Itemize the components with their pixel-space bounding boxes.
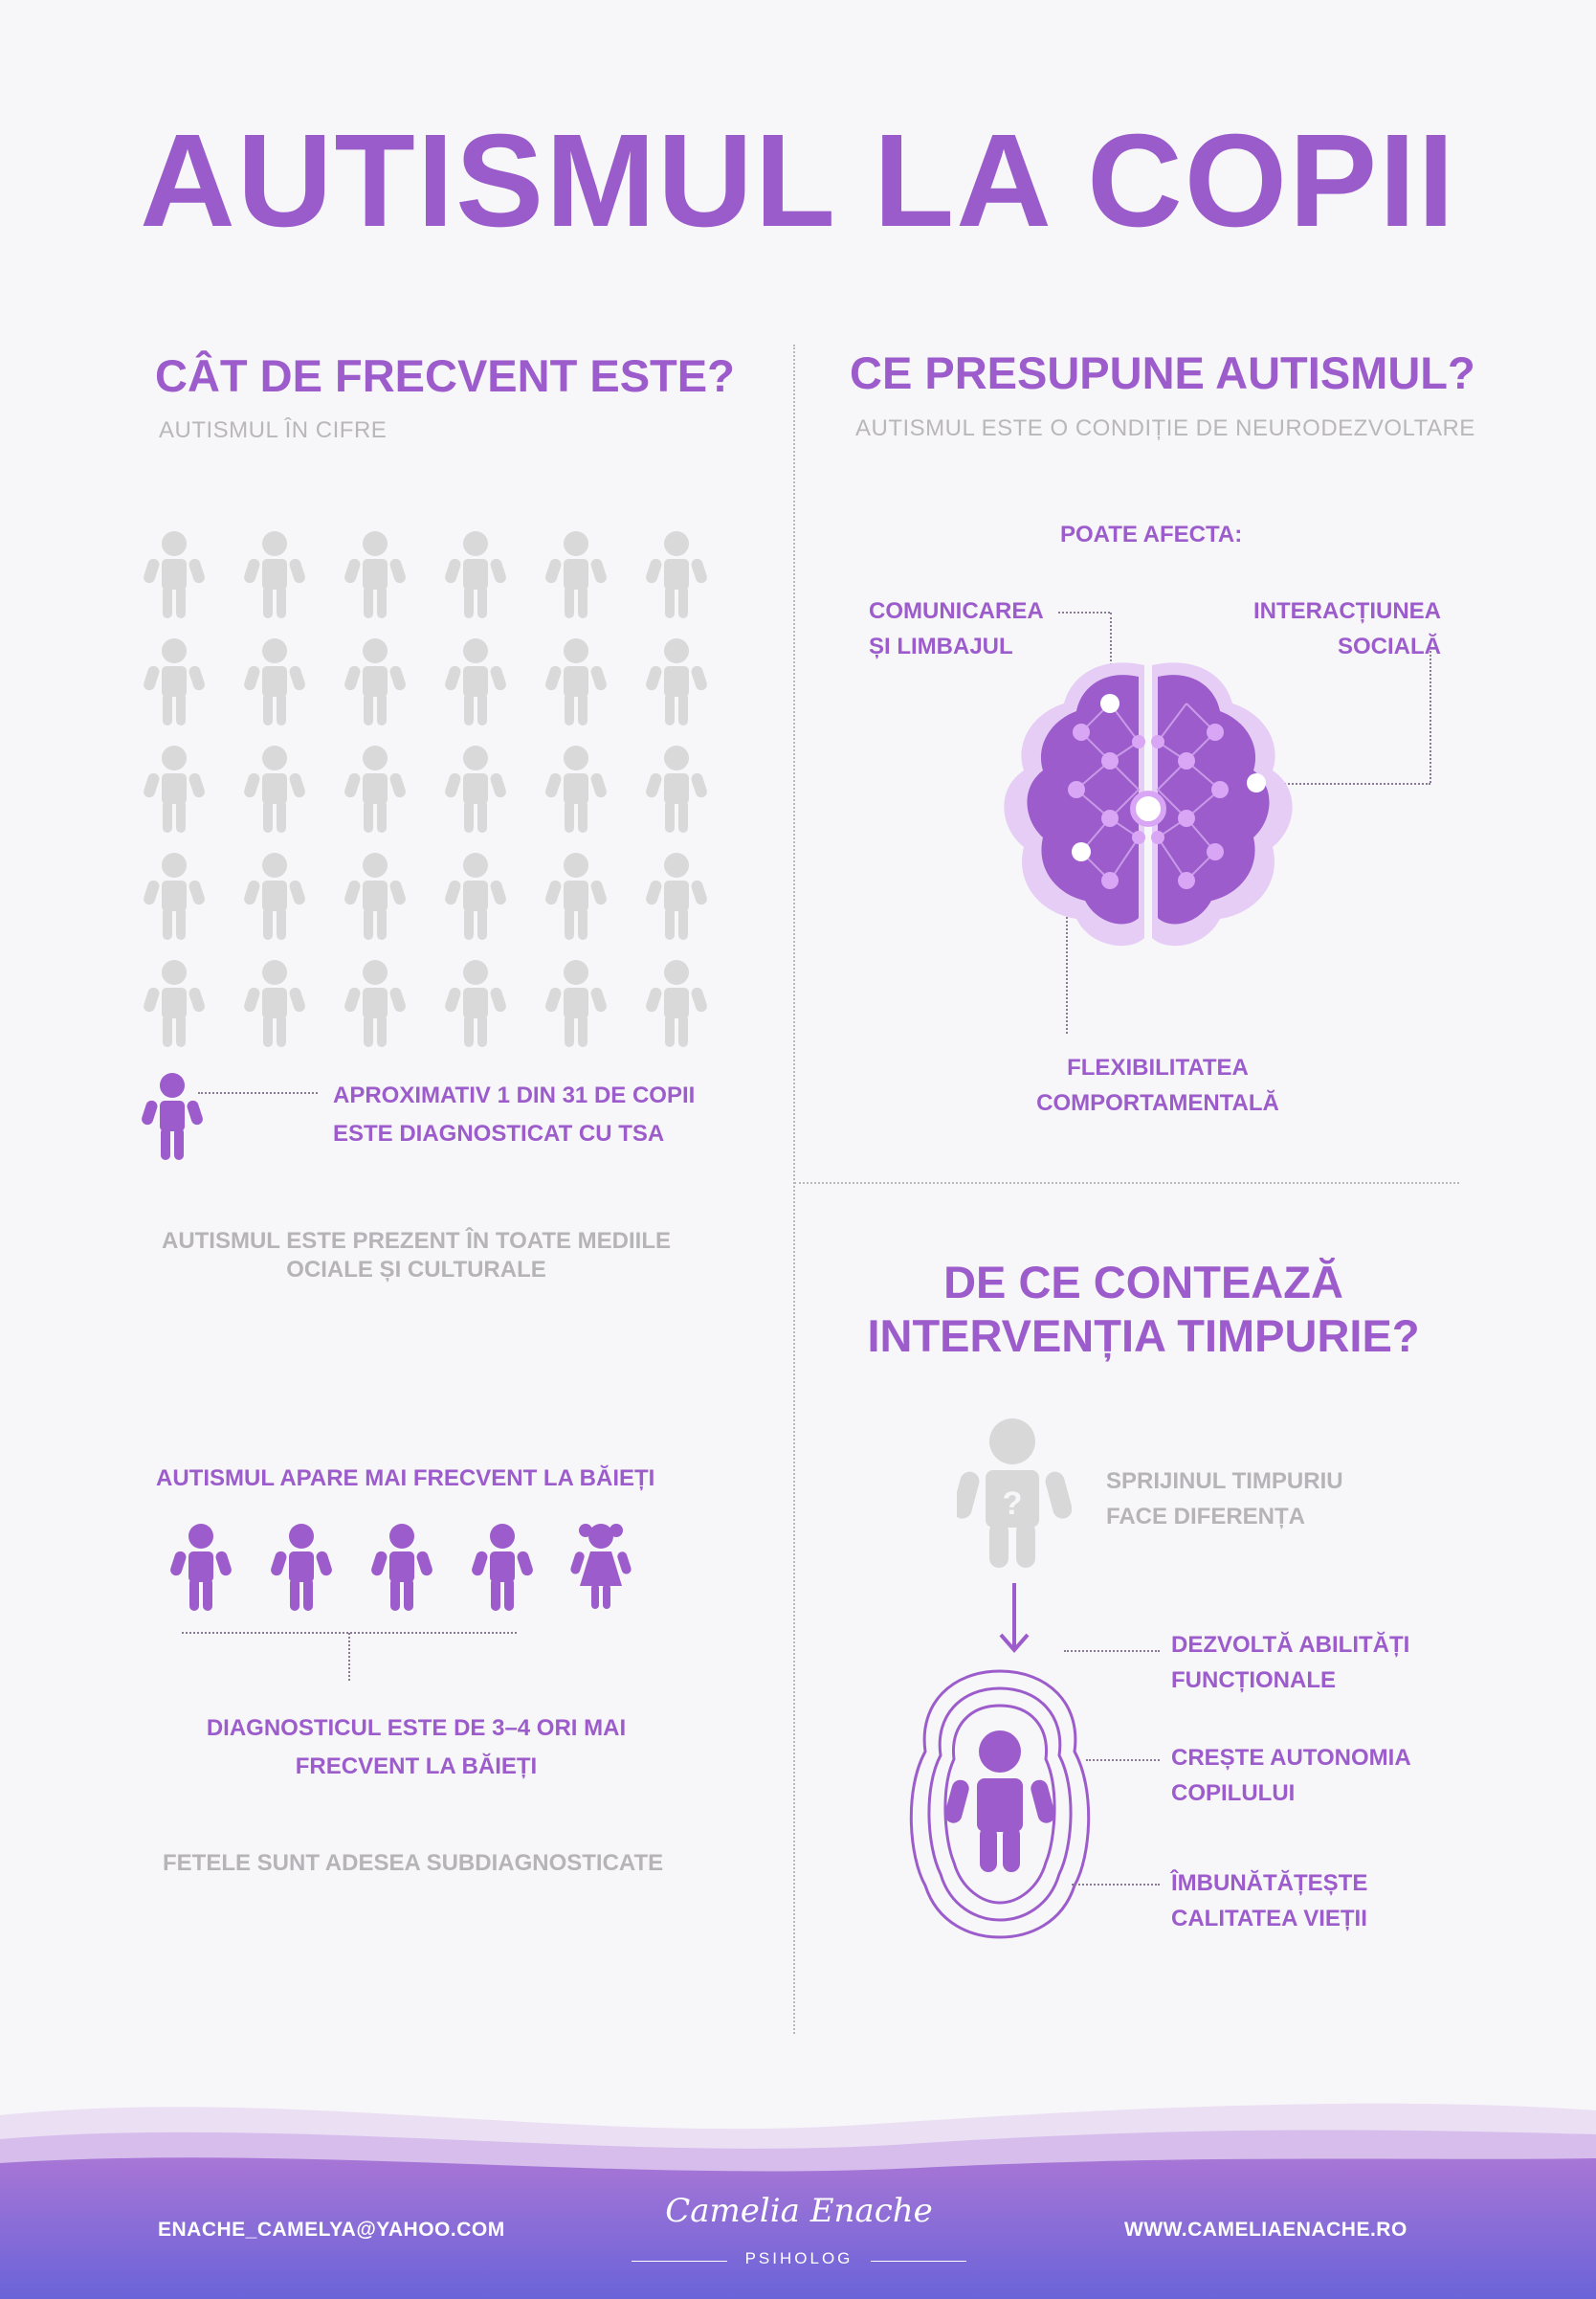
footer-rule-left [632,2261,727,2262]
gray-child-icon [544,746,609,833]
area-communication-2: ȘI LIMBAJUL [869,634,1013,659]
gray-child-icon [344,531,408,618]
area-flex-2: COMPORTAMENTALĂ [1036,1090,1279,1116]
benefit1-line-1: DEZVOLTĂ ABILITĂȚI [1171,1632,1410,1658]
benefit1-line-2: FUNCȚIONALE [1171,1667,1336,1693]
gray-child-icon [645,531,709,618]
gray-child-icon [143,638,207,725]
brain-network-icon [986,646,1311,971]
benefit2-line-2: COPILULUI [1171,1780,1296,1806]
environment-line-1: AUTISMUL ESTE PREZENT ÎN TOATE MEDIILE [161,1228,672,1254]
gray-child-icon [444,746,508,833]
leader-communication-h [1058,612,1110,614]
gray-child-icon [243,531,307,618]
gray-child-icon [344,853,408,940]
question-mark: ? [1002,1485,1023,1522]
footer-rule-right [871,2261,966,2262]
benefit2-line-1: CREȘTE AUTONOMIA [1171,1745,1411,1771]
area-social-1: INTERACȚIUNEA [1253,598,1441,624]
left-subheading: AUTISMUL ÎN CIFRE [159,417,388,443]
gray-child-icon [544,638,609,725]
gray-child-icon [645,960,709,1047]
gray-child-icon [544,960,609,1047]
horizontal-divider [794,1182,1459,1184]
gray-child-icon [645,853,709,940]
left-heading: CÂT DE FRECVENT ESTE? [155,350,735,401]
boys-heading: AUTISMUL APARE MAI FRECVENT LA BĂIEȚI [156,1465,655,1491]
gray-child-icon [544,531,609,618]
gray-child-icon [444,531,508,618]
gray-child-icon [444,638,508,725]
gray-child-icon [143,853,207,940]
gray-child-icon [243,746,307,833]
boys-girls-icons [163,1517,660,1622]
gray-child-icon [143,746,207,833]
gray-child-icon [243,638,307,725]
boy-icon [370,1524,434,1611]
early-heading-1: DE CE CONTEAZĂ [943,1257,1343,1307]
boy-icon [169,1524,233,1611]
gray-child-icon [645,638,709,725]
ratio-line-1: DIAGNOSTICUL ESTE DE 3–4 ORI MAI [206,1715,627,1741]
arrow-down-icon [995,1579,1033,1656]
girls-note: FETELE SUNT ADESEA SUBDIAGNOSTICATE [163,1850,664,1876]
gray-child-icon [143,531,207,618]
leader-benefit2-h [1086,1759,1160,1761]
area-social-2: SOCIALĂ [1338,634,1441,659]
gray-child-icon [143,960,207,1047]
boy-icon [471,1524,535,1611]
right-subheading: AUTISMUL ESTE O CONDIȚIE DE NEURODEZVOLTARE [855,415,1475,441]
page-title: AUTISMUL LA COPII [140,107,1456,255]
stat-leader-line [198,1092,318,1094]
gray-child-icon [243,960,307,1047]
gray-child-icon [645,746,709,833]
gray-child-icon [444,960,508,1047]
uncertain-child-icon [957,1417,1072,1570]
leader-benefit1-h [1064,1650,1160,1652]
gray-child-icon [344,746,408,833]
area-flex-1: FLEXIBILITATEA [1067,1055,1249,1081]
can-affect-label: POATE AFECTA: [1060,522,1243,547]
leader-social-v [1430,651,1431,783]
stat-line-1: APROXIMATIV 1 DIN 31 DE COPII [333,1083,696,1108]
leader-benefit3-h [1072,1884,1160,1886]
gray-child-icon [344,638,408,725]
environment-line-2: OCIALE ȘI CULTURALE [286,1257,546,1283]
right-heading: CE PRESUPUNE AUTISMUL? [850,347,1475,398]
girl-icon [569,1524,632,1609]
highlighted-child-icon [141,1073,205,1160]
footer-email[interactable]: ENACHE_CAMELYA@YAHOO.COM [158,2219,505,2241]
footer-signature: Camelia Enache [665,2192,933,2230]
early-heading-2: INTERVENȚIA TIMPURIE? [867,1310,1420,1361]
benefit3-line-2: CALITATEA VIEȚII [1171,1906,1367,1931]
benefit3-line-1: ÎMBUNĂTĂȚEȘTE [1171,1870,1368,1896]
protected-child-icon [904,1665,1096,1943]
footer-website[interactable]: WWW.CAMELIAENACHE.RO [1124,2219,1408,2241]
area-communication-1: COMUNICAREA [869,598,1044,624]
vertical-divider [793,345,795,2034]
gray-child-icon [243,853,307,940]
ratio-line-2: FRECVENT LA BĂIEȚI [295,1753,538,1779]
gray-child-icon [544,853,609,940]
gray-child-icon [344,960,408,1047]
boy-icon [270,1524,334,1611]
boys-bracket-stem [348,1633,350,1681]
support-line-2: FACE DIFERENȚA [1106,1504,1306,1529]
stat-line-2: ESTE DIAGNOSTICAT CU TSA [333,1121,665,1147]
gray-child-icon [444,853,508,940]
footer-role: PSIHOLOG [744,2249,853,2267]
support-line-1: SPRIJINUL TIMPURIU [1106,1468,1343,1494]
